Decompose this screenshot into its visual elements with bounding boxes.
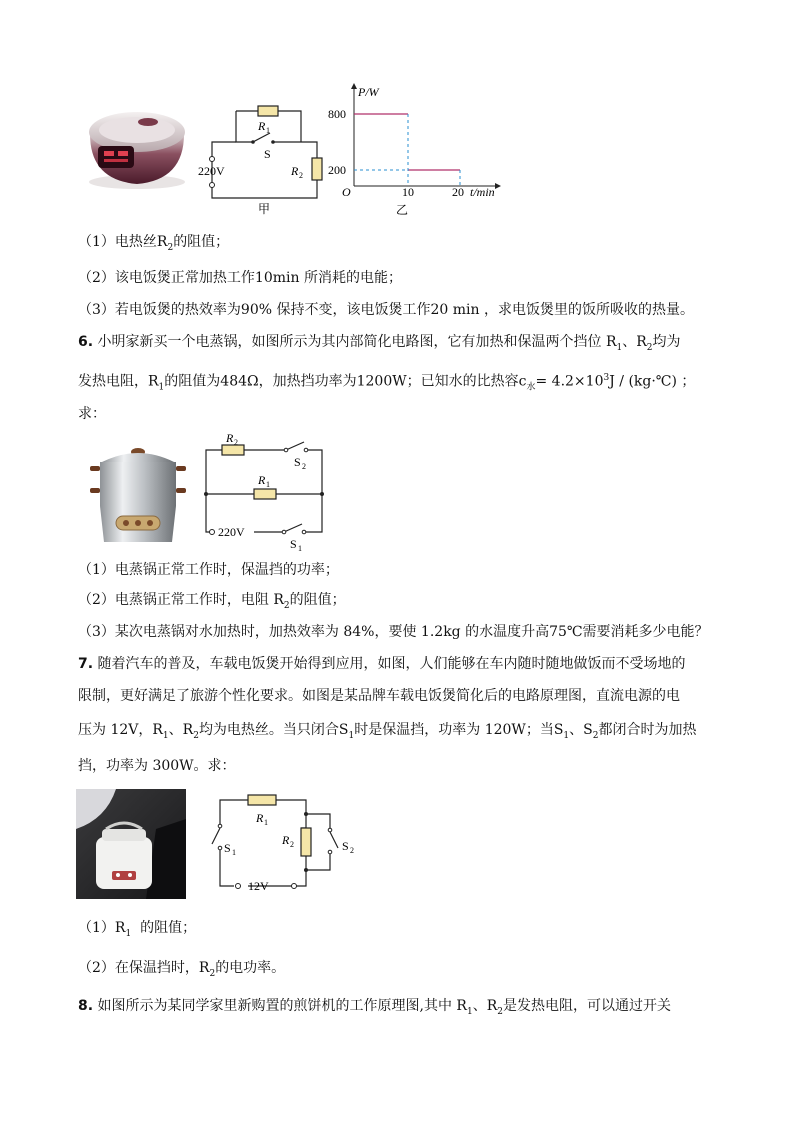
q6-s2-sub: 2 [302,462,306,471]
q6-line2: 发热电阻，$R_1$的阻值为484Ω，加热挡功率为1200W；已知水的比热容$c_水= 4.2\times 10^3J$ / (kg·℃) ； [78,373,696,393]
q6-r1-sub: 1 [266,480,270,489]
q6-sub3: （3）某次电蒸锅对水加热时，加热效率为 84%，要使 1.2kg 的水温度升高75℃需要消耗多少电能？ [78,624,709,640]
q6-sub1: （1）电蒸锅正常工作时，保温挡的功率； [78,562,339,578]
q8-line1: 8. 如图所示为某同学家里新购置的煎饼机的工作原理图,其中 $R_1$、$R_2$是发热电阻，可以通过开关 [78,998,671,1017]
graph-tick-200: 200 [328,163,346,177]
q7-s1-label: S [224,841,231,855]
jia-r2-label: R [291,164,299,178]
graph-tick-10: 10 [402,185,414,199]
q7-sub1: $(1)R_1$ 的阻值； [78,920,197,939]
q6-voltage-label: 220V [218,525,245,539]
q5-sub3: （3）若电饭煲的热效率为90% 保持不变，该电饭煲工作20 min ，求电饭煲里的饭所吸收的热量。 [78,302,694,318]
q7-line2: 限制，更好满足了旅游个性化要求。如图是某品牌车载电饭煲简化后的电路原理图，直流电源的电 [78,688,680,704]
graph-origin: O [342,185,351,199]
q7-voltage-label: 12V [248,879,269,893]
q7-sub2: （2）在保温挡时，$R_2$的电功率。 [78,960,286,979]
rice-cooker-photo [82,104,192,190]
q7-line4: 挡，功率为 300W。求： [78,758,236,774]
q7-s2-label: S [342,839,349,853]
q6-s2-label: S [294,455,301,469]
q7-r1-sub: 1 [264,818,268,827]
graph-tick-20: 20 [452,185,464,199]
q6-r2-sub: 2 [234,438,238,447]
q6-line1: 6. 小明家新买一个电蒸锅，如图所示为其内部简化电路图，它有加热和保温两个挡位 $R_1$、$R_2$均为 [78,334,681,353]
circuit-q7 [198,786,368,898]
jia-switch-label: S [264,147,271,161]
q6-r2-label: R [226,431,234,445]
q6-line3: 求： [78,406,106,422]
q7-s2-sub: 2 [350,846,354,855]
q6-s1-label: S [290,537,297,551]
jia-r1-label: R [258,119,266,133]
q7-r2-sub: 2 [290,840,294,849]
graph-tick-800: 800 [328,107,346,121]
graph-xlabel: t/min [470,185,495,199]
q5-sub2: （2）该电饭煲正常加热工作10min 所消耗的电能； [78,270,402,286]
q7-line3: 压为 12V，$R_1$、$R_2$均为电热丝。当只闭合$S_1$时是保温挡，功率为 120W；当$S_1$、$S_2$都闭合时为加热 [78,722,697,741]
q7-line1: 7. 随着汽车的普及，车载电饭煲开始得到应用，如图，人们能够在车内随时随地做饭而不受场地的 [78,656,686,672]
q7-s1-sub: 1 [232,848,236,857]
steamer-photo [88,438,188,548]
jia-r1-sub: 1 [266,126,270,135]
q6-s1-sub: 1 [298,544,302,552]
graph-ylabel: P/W [358,85,379,99]
graph-caption: 乙 [396,203,409,217]
q7-r2-label: R [282,833,290,847]
q6-sub2: （2）电蒸锅正常工作时，电阻 $R_2$的阻值； [78,592,346,611]
q6-r1-label: R [258,473,266,487]
car-rice-cooker-photo [76,789,186,899]
jia-caption: 甲 [258,202,271,215]
q7-r1-label: R [256,811,264,825]
jia-voltage-label: 220V [198,164,225,178]
power-time-graph [326,80,506,218]
circuit-jia [196,100,342,215]
jia-r2-sub: 2 [299,171,303,180]
circuit-q6 [198,430,328,552]
q5-sub1: （1）电热丝$R_2$的阻值； [78,234,230,253]
